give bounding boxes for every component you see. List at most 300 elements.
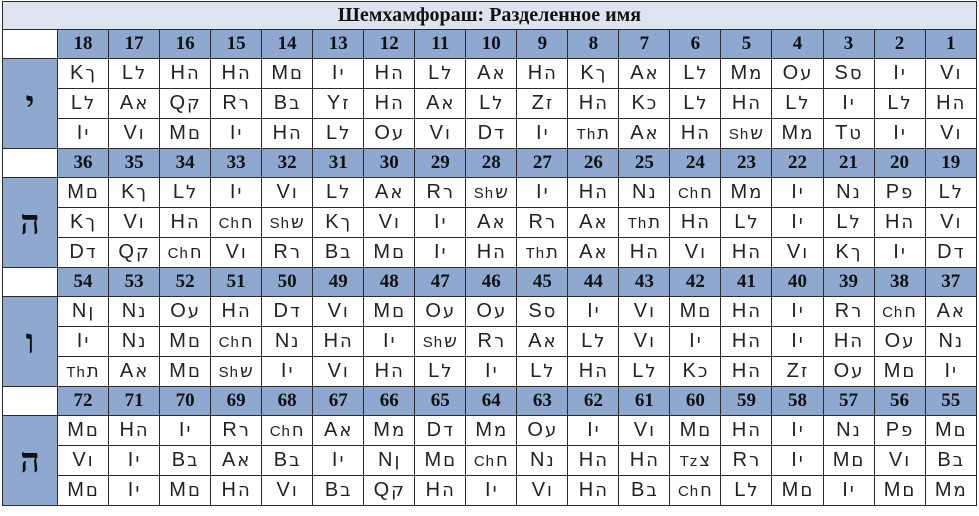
latin-letter: H — [731, 360, 748, 382]
latin-letter: A — [119, 92, 135, 114]
hebrew-letter: ו — [649, 331, 656, 352]
letter-cell — [262, 416, 313, 446]
hebrew-letter: ם — [902, 361, 916, 382]
hebrew-letter: פ — [901, 420, 914, 441]
latin-letter: Th — [576, 126, 597, 143]
number-row — [3, 387, 977, 416]
latin-letter: A — [630, 62, 645, 84]
hebrew-letter: כ — [646, 93, 658, 114]
hebrew-letter: ך — [85, 63, 97, 84]
latin-letter: L — [836, 211, 849, 233]
hebrew-letter: ך — [85, 212, 97, 233]
letter-cell — [466, 119, 517, 149]
letter-cell — [466, 357, 517, 387]
latin-letter: A — [375, 181, 390, 203]
hebrew-letter: ה — [135, 420, 149, 441]
latin-letter: I — [791, 449, 798, 471]
name-number: 72 — [58, 387, 109, 416]
name-number: 34 — [160, 149, 211, 178]
latin-letter: H — [170, 62, 186, 84]
latin-letter: H — [731, 241, 748, 263]
latin-letter: R — [834, 300, 851, 322]
latin-letter: Ch — [677, 185, 700, 202]
latin-letter: N — [836, 419, 852, 441]
name-number: 13 — [313, 30, 364, 59]
name-number: 6 — [670, 30, 721, 59]
name-number: 54 — [58, 268, 109, 297]
letter-cell — [772, 446, 823, 476]
hebrew-letter: נ — [291, 331, 300, 352]
latin-letter: M — [169, 360, 187, 382]
latin-letter: V — [633, 330, 649, 352]
hebrew-letter: ב — [289, 93, 301, 114]
hebrew-letter: ל — [339, 123, 351, 144]
letter-cell — [415, 119, 466, 149]
hebrew-letter: ם — [85, 480, 99, 501]
latin-letter: R — [273, 241, 289, 263]
letter-cell — [823, 178, 874, 208]
letter-cell — [721, 357, 772, 387]
latin-letter: K — [682, 360, 697, 382]
letter-cell — [619, 476, 670, 506]
name-number: 1 — [925, 30, 976, 59]
letter-cell — [466, 416, 517, 446]
name-number: 69 — [211, 387, 262, 416]
corner-cell — [3, 30, 58, 59]
hebrew-letter: ם — [187, 331, 201, 352]
latin-letter: H — [680, 122, 697, 144]
letter-cell — [772, 476, 823, 506]
latin-letter: H — [221, 62, 237, 84]
name-number: 62 — [568, 387, 619, 416]
letter-cell — [874, 416, 925, 446]
hebrew-letter: ב — [289, 450, 301, 471]
latin-letter: L — [734, 211, 747, 233]
latin-letter: P — [885, 419, 901, 441]
letter-cell — [670, 297, 721, 327]
hebrew-letter: ל — [951, 182, 963, 203]
latin-letter: Tz — [679, 453, 699, 470]
latin-letter: I — [485, 479, 492, 501]
letter-cell — [619, 178, 670, 208]
letter-cell — [466, 238, 517, 268]
hebrew-letter: ח — [189, 242, 203, 263]
latin-letter: N — [71, 300, 88, 322]
latin-letter: O — [527, 419, 544, 441]
hebrew-letter: ק — [135, 242, 150, 263]
latin-letter: R — [426, 181, 442, 203]
letter-cell — [874, 476, 925, 506]
latin-letter: I — [382, 330, 390, 352]
letter-row — [3, 119, 977, 149]
hebrew-letter: ל — [83, 93, 96, 114]
hebrew-letter: ה — [850, 331, 864, 352]
latin-letter: M — [169, 122, 187, 144]
letter-cell — [670, 178, 721, 208]
hebrew-letter: ל — [849, 212, 861, 233]
hebrew-letter: ע — [800, 63, 813, 84]
letter-cell — [211, 119, 262, 149]
hebrew-letter: ו — [700, 242, 707, 263]
letter-cell — [721, 416, 772, 446]
name-number: 33 — [211, 149, 262, 178]
latin-letter: D — [426, 419, 443, 441]
latin-letter: A — [119, 360, 135, 382]
letter-row — [3, 178, 977, 208]
letter-cell — [517, 297, 568, 327]
name-number: 67 — [313, 387, 364, 416]
hebrew-letter: א — [441, 93, 455, 114]
hebrew-letter: י — [798, 182, 804, 203]
letter-cell — [619, 446, 670, 476]
letter-cell — [211, 89, 262, 119]
hebrew-letter: ו — [342, 301, 349, 322]
letter-cell — [160, 59, 211, 89]
letter-cell — [313, 476, 364, 506]
latin-letter: B — [273, 449, 289, 471]
latin-letter: R — [222, 419, 238, 441]
latin-letter: H — [323, 330, 340, 352]
letter-cell — [58, 89, 109, 119]
latin-letter: M — [679, 300, 698, 322]
latin-letter: I — [331, 449, 339, 471]
latin-letter: D — [69, 241, 85, 263]
hebrew-letter: ש — [750, 123, 765, 144]
hebrew-letter: ה — [748, 301, 762, 322]
hebrew-letter: ם — [902, 480, 916, 501]
latin-letter: Sh — [728, 126, 750, 143]
latin-letter: H — [936, 92, 952, 114]
hebrew-letter: ל — [900, 93, 912, 114]
letter-cell — [109, 327, 160, 357]
number-row — [3, 30, 977, 59]
shem-table — [2, 1, 977, 506]
name-number: 44 — [568, 268, 619, 297]
latin-letter: O — [833, 360, 851, 382]
hebrew-letter: נ — [138, 301, 147, 322]
latin-letter: O — [170, 300, 187, 322]
hebrew-letter: ר — [238, 93, 250, 114]
hebrew-letter: ל — [441, 63, 453, 84]
hebrew-letter: ו — [649, 420, 656, 441]
latin-letter: A — [579, 211, 594, 233]
hebrew-letter: י — [798, 331, 804, 352]
hebrew-letter: ל — [696, 93, 708, 114]
letter-cell — [517, 59, 568, 89]
letter-cell — [160, 416, 211, 446]
hebrew-letter: ה — [646, 450, 659, 471]
hebrew-letter: ה — [391, 63, 404, 84]
letter-cell — [670, 208, 721, 238]
letter-cell — [568, 89, 619, 119]
latin-letter: B — [171, 449, 187, 471]
hebrew-letter: ם — [85, 420, 99, 441]
corner-cell — [3, 387, 58, 416]
latin-letter: M — [169, 479, 187, 501]
letter-cell — [109, 297, 160, 327]
hebrew-letter: ה — [595, 450, 608, 471]
hebrew-letter: ו — [649, 301, 656, 322]
latin-letter: N — [274, 330, 291, 352]
latin-letter: Z — [531, 92, 545, 114]
name-number: 57 — [823, 387, 874, 416]
latin-letter: M — [883, 479, 902, 501]
hebrew-letter: ך — [850, 242, 862, 263]
hebrew-letter: ב — [646, 480, 658, 501]
letter-cell — [262, 178, 313, 208]
letter-cell — [772, 119, 823, 149]
hebrew-letter: נ — [852, 420, 861, 441]
letter-cell — [58, 59, 109, 89]
latin-letter: I — [178, 419, 186, 441]
letter-cell — [721, 178, 772, 208]
letter-row — [3, 476, 977, 506]
latin-letter: I — [791, 330, 798, 352]
latin-letter: Sh — [269, 215, 290, 232]
latin-letter: H — [221, 300, 237, 322]
hebrew-letter: ת — [597, 123, 611, 144]
latin-letter: Q — [373, 479, 391, 501]
latin-letter: I — [944, 360, 952, 382]
hebrew-letter: מ — [494, 420, 508, 441]
name-number: 48 — [364, 268, 415, 297]
latin-letter: I — [587, 419, 594, 441]
latin-letter: I — [127, 479, 135, 501]
latin-letter: Th — [627, 215, 648, 232]
name-number: 65 — [415, 387, 466, 416]
letter-cell — [160, 327, 211, 357]
latin-letter: H — [578, 479, 595, 501]
letter-cell — [262, 446, 313, 476]
latin-letter: M — [67, 479, 85, 501]
latin-letter: T — [835, 122, 849, 144]
latin-letter: R — [528, 211, 544, 233]
letter-cell — [58, 119, 109, 149]
letter-cell — [874, 238, 925, 268]
letter-cell — [313, 208, 364, 238]
latin-letter: Ch — [218, 215, 240, 232]
latin-letter: K — [121, 181, 136, 203]
hebrew-letter: ם — [953, 420, 967, 441]
latin-letter: H — [425, 479, 442, 501]
letter-cell — [211, 476, 262, 506]
latin-letter: O — [476, 300, 493, 322]
hebrew-letter: ל — [594, 331, 606, 352]
latin-letter: L — [632, 360, 645, 382]
hebrew-letter: ח — [291, 420, 305, 441]
latin-letter: L — [683, 92, 696, 114]
letter-cell — [58, 476, 109, 506]
latin-letter: V — [633, 419, 649, 441]
letter-cell — [874, 59, 925, 89]
latin-letter: R — [732, 449, 749, 471]
letter-cell — [823, 208, 874, 238]
name-number: 42 — [670, 268, 721, 297]
latin-letter: V — [123, 211, 138, 233]
letter-cell — [313, 357, 364, 387]
letter-cell — [466, 446, 517, 476]
letter-cell — [874, 119, 925, 149]
hebrew-letter: ח — [700, 480, 713, 501]
name-number: 21 — [823, 149, 874, 178]
hebrew-letter: א — [645, 123, 659, 144]
hebrew-letter: ת — [648, 212, 662, 233]
letter-row — [3, 327, 977, 357]
hebrew-letter: ח — [240, 331, 254, 352]
hebrew-letter: ש — [444, 331, 458, 352]
latin-letter: A — [630, 122, 645, 144]
latin-letter: V — [940, 122, 955, 144]
letter-row — [3, 297, 977, 327]
name-number: 47 — [415, 268, 466, 297]
letter-cell — [517, 119, 568, 149]
hebrew-letter: י — [798, 420, 804, 441]
hebrew-letter: י — [900, 242, 906, 263]
hebrew-letter: ה — [186, 63, 200, 84]
letter-cell — [721, 119, 772, 149]
letter-cell — [568, 297, 619, 327]
latin-letter: A — [477, 62, 492, 84]
latin-letter: L — [326, 122, 339, 144]
hebrew-letter: י — [390, 331, 396, 352]
hebrew-letter: ב — [340, 242, 352, 263]
letter-cell — [466, 327, 517, 357]
letter-cell — [619, 416, 670, 446]
latin-letter: K — [70, 211, 85, 233]
hebrew-letter: ה — [646, 242, 659, 263]
latin-letter: Ch — [882, 304, 904, 321]
hebrew-letter: י — [594, 301, 600, 322]
hebrew-letter: ע — [493, 301, 507, 322]
letter-cell — [364, 238, 415, 268]
latin-letter: H — [884, 211, 901, 233]
name-number: 7 — [619, 30, 670, 59]
letter-cell — [364, 416, 415, 446]
letter-cell — [364, 327, 415, 357]
latin-letter: B — [273, 92, 289, 114]
latin-letter: Sh — [218, 364, 239, 381]
hebrew-letter: נ — [648, 182, 657, 203]
letter-cell — [211, 238, 262, 268]
latin-letter: V — [327, 300, 342, 322]
name-number: 19 — [925, 149, 976, 178]
letter-cell — [568, 178, 619, 208]
letter-cell — [568, 238, 619, 268]
hebrew-letter: י — [952, 361, 958, 382]
hebrew-letter: ד — [494, 123, 505, 144]
hebrew-letter: ן — [394, 450, 401, 471]
latin-letter: M — [67, 181, 85, 203]
letter-cell — [721, 327, 772, 357]
hebrew-letter: ו — [955, 123, 962, 144]
letter-cell — [772, 357, 823, 387]
hebrew-letter: ו — [904, 450, 911, 471]
letter-cell — [160, 89, 211, 119]
hebrew-letter: ק — [391, 480, 405, 501]
letter-cell — [466, 208, 517, 238]
name-number: 45 — [517, 268, 568, 297]
letter-cell — [517, 327, 568, 357]
letter-cell — [619, 327, 670, 357]
latin-letter: V — [940, 62, 955, 84]
letter-cell — [517, 89, 568, 119]
hebrew-letter: ח — [240, 212, 254, 233]
letter-cell — [568, 208, 619, 238]
latin-letter: M — [781, 122, 800, 144]
letter-cell — [160, 178, 211, 208]
hebrew-letter: ם — [392, 242, 406, 263]
latin-letter: H — [629, 241, 646, 263]
latin-letter: I — [842, 479, 849, 501]
letter-cell — [925, 416, 976, 446]
latin-letter: Th — [525, 245, 546, 262]
hebrew-letter: ה — [595, 480, 608, 501]
hebrew-letter: א — [951, 301, 965, 322]
latin-letter: A — [579, 241, 594, 263]
latin-letter: I — [842, 92, 849, 114]
letter-cell — [517, 238, 568, 268]
name-number: 23 — [721, 149, 772, 178]
hebrew-letter: נ — [546, 450, 555, 471]
name-number: 10 — [466, 30, 517, 59]
hebrew-letter: י — [798, 301, 804, 322]
hebrew-letter: ה — [748, 361, 762, 382]
latin-letter: L — [121, 62, 135, 84]
hebrew-letter: ו — [955, 63, 962, 84]
name-number: 12 — [364, 30, 415, 59]
hebrew-letter: ש — [290, 212, 305, 233]
latin-letter: V — [327, 360, 342, 382]
letter-cell — [925, 59, 976, 89]
name-number: 59 — [721, 387, 772, 416]
latin-letter: M — [934, 419, 953, 441]
hebrew-letter: ר — [544, 212, 557, 233]
hebrew-letter: י — [900, 123, 906, 144]
letter-cell — [262, 238, 313, 268]
latin-letter: Th — [66, 364, 86, 381]
letter-cell — [109, 357, 160, 387]
latin-letter: H — [578, 449, 595, 471]
name-number: 14 — [262, 30, 313, 59]
hebrew-letter: ה — [595, 361, 608, 382]
hebrew-letter: י — [186, 420, 192, 441]
letter-cell — [211, 357, 262, 387]
hebrew-letter: ל — [492, 93, 504, 114]
hebrew-letter: ל — [747, 212, 759, 233]
latin-letter: L — [326, 181, 339, 203]
letter-cell — [415, 416, 466, 446]
latin-letter: B — [324, 241, 340, 263]
latin-letter: O — [884, 330, 902, 352]
letter-cell — [415, 59, 466, 89]
latin-letter: H — [374, 360, 391, 382]
latin-letter: A — [426, 92, 441, 114]
latin-letter: M — [169, 330, 187, 352]
latin-letter: I — [587, 300, 594, 322]
name-number: 64 — [466, 387, 517, 416]
hebrew-letter: ה — [289, 123, 302, 144]
hebrew-letter: ה — [901, 212, 915, 233]
hebrew-letter: י — [135, 450, 141, 471]
latin-letter: A — [936, 300, 951, 322]
latin-letter: M — [475, 419, 494, 441]
latin-letter: H — [221, 479, 237, 501]
letter-cell — [160, 476, 211, 506]
letter-cell — [211, 297, 262, 327]
hebrew-letter: ל — [186, 182, 198, 203]
latin-letter: M — [883, 360, 902, 382]
letter-cell — [466, 476, 517, 506]
